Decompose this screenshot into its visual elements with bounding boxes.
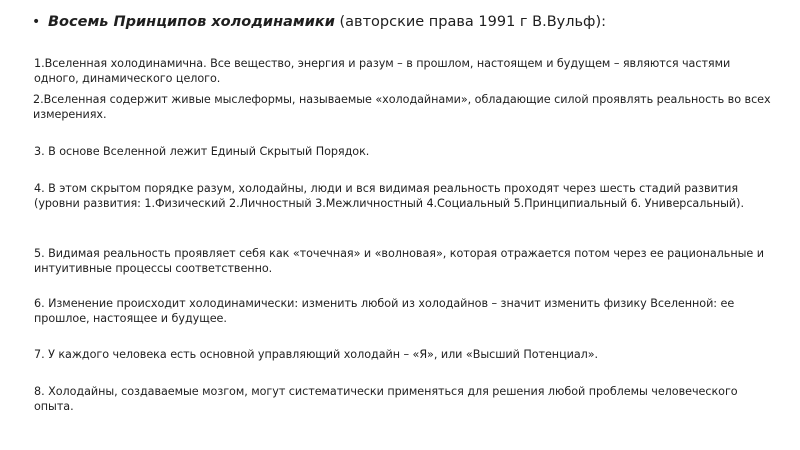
principle-2: 2.Вселенная содержит живые мыслеформы, называемые «холодайнами», обладающие силой проявлять реальность во всех измерениях. [33,93,771,121]
principle-4: 4. В этом скрытом порядке разум, холодайны, люди и вся видимая реальность проходят через шесть стадий развития (уровни развития: 1.Физический 2.Личностный 3.Межличностный 4.Социальный 5.Принципиальный 6. Универсальный). [34,182,744,210]
slide-title [32,12,772,32]
principle-6: 6. Изменение происходит холодинамически: изменить любой из холодайнов – значит изменить физику Вселенной: ее прошлое, настоящее и будущее. [34,297,735,325]
bullet-icon: • [32,14,41,30]
principle-7: 7. У каждого человека есть основной управляющий холодайн – «Я», или «Высший Потенциал». [34,348,599,361]
principle-1: 1.Вселенная холодинамична. Все вещество, энергия и разум – в прошлом, настоящем и будущем – являются частями одного, динамического целого. [34,57,731,85]
title-copyright-text: (авторские права 1991 г В.Вульф): [334,14,606,30]
title-bold-text: Восемь Принципов холодинамики [48,14,335,30]
principle-3: 3. В основе Вселенной лежит Единый Скрытый Порядок. [34,145,370,158]
principle-5: 5. Видимая реальность проявляет себя как «точечная» и «волновая», которая отражается потом через ее рациональные и интуитивные процессы соответственно. [34,247,764,275]
principle-8: 8. Холодайны, создаваемые мозгом, могут систематически применяться для решения любой проблемы человеческого опыта. [34,385,738,413]
